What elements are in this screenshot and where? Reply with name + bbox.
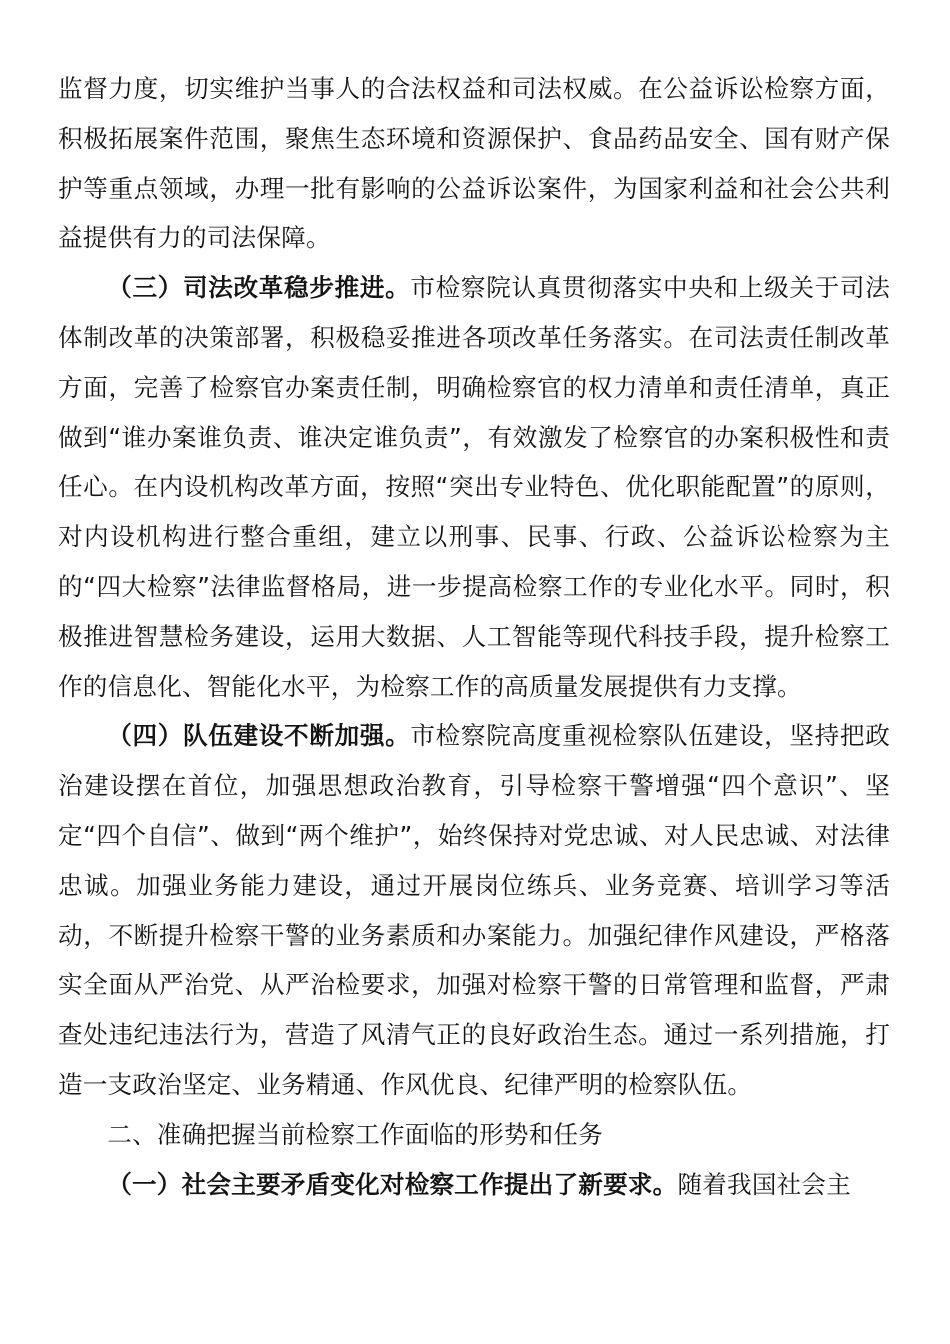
paragraph-lead-heading: （三）司法改革稳步推进。 bbox=[107, 273, 411, 303]
paragraph-lead-heading: （四）队伍建设不断加强。 bbox=[107, 721, 411, 751]
paragraph-text: 市检察院认真贯彻落实中央和上级关于司法体制改革的决策部署，积极稳妥推进各项改革任务落实。在司法责任制改革方面，完善了检察官办案责任制，明确检察官的权力清单和责任清单，真正做到“谁办案谁负责、谁决定谁负责”，有效激发了检察官的办案积极性和责任心。在内设机构改革方面，按照“突出专业特色、优化职能配置”的原则，对内设机构进行整合重组，建立以刑事、民事、行政、公益诉讼检察为主的“四大检察”法律监督格局，进一步提高检察工作的专业化水平。同时，积极推进智慧检务建设，运用大数据、人工智能等现代科技手段，提升检察工作的信息化、智能化水平，为检察工作的高质量发展提供有力支撑。 bbox=[58, 273, 890, 701]
paragraph-text: 监督力度，切实维护当事人的合法权益和司法权威。在公益诉讼检察方面，积极拓展案件范围，聚焦生态环境和资源保护、食品药品安全、国有财产保护等重点领域，办理一批有影响的公益诉讼案件，为国家利益和社会公共利益提供有力的司法保障。 bbox=[58, 74, 890, 253]
section-heading bbox=[58, 1110, 890, 1160]
section-heading-text: 二、准确把握当前检察工作面临的形势和任务 bbox=[107, 1119, 604, 1149]
document-body bbox=[58, 64, 890, 1209]
paragraph-continuation bbox=[58, 64, 890, 263]
paragraph-judicial-reform bbox=[58, 263, 890, 711]
paragraph-social-contradiction bbox=[58, 1160, 890, 1210]
paragraph-team-building bbox=[58, 711, 890, 1109]
paragraph-text: 随着我国社会主 bbox=[677, 1169, 852, 1199]
paragraph-text: 市检察院高度重视检察队伍建设，坚持把政治建设摆在首位，加强思想政治教育，引导检察干警增强“四个意识”、坚定“四个自信”、做到“两个维护”，始终保持对党忠诚、对人民忠诚、对法律忠诚。加强业务能力建设，通过开展岗位练兵、业务竞赛、培训学习等活动，不断提升检察干警的业务素质和办案能力。加强纪律作风建设，严格落实全面从严治党、从严治检要求，加强对检察干警的日常管理和监督，严肃查处违纪违法行为，营造了风清气正的良好政治生态。通过一系列措施，打造一支政治坚定、业务精通、作风优良、纪律严明的检察队伍。 bbox=[58, 721, 890, 1099]
paragraph-lead-heading: （一）社会主要矛盾变化对检察工作提出了新要求。 bbox=[107, 1169, 678, 1199]
